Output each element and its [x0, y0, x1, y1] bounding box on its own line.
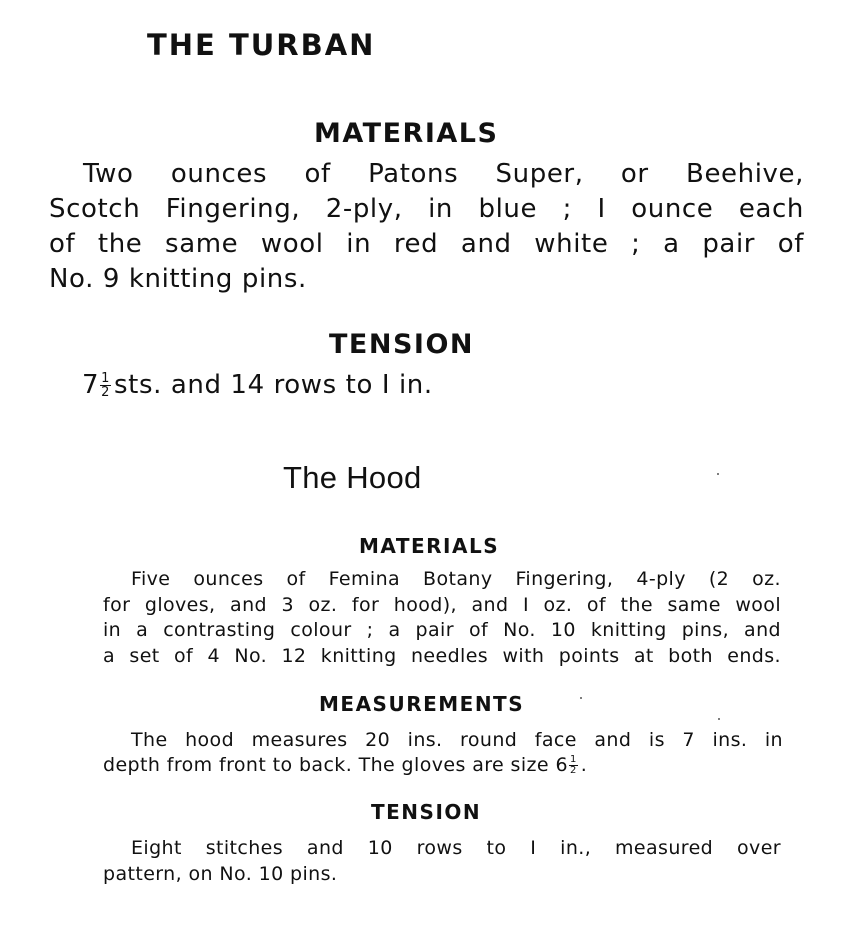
hood-measurements-end: .: [580, 754, 588, 776]
turban-tension-heading: TENSION: [329, 329, 474, 360]
hood-materials-line-2: for gloves, and 3 oz. for hood), and I oz. of the same wool: [103, 594, 781, 616]
hood-title: The Hood: [283, 460, 422, 495]
hood-measurements-text: depth from front to back. The gloves are size 6: [103, 754, 568, 776]
hood-materials-heading: MATERIALS: [359, 534, 500, 558]
turban-materials-line-2: Scotch Fingering, 2-ply, in blue ; I ounce each: [49, 194, 804, 224]
hood-tension-heading: TENSION: [371, 800, 482, 824]
turban-materials-line-3: of the same wool in red and white ; a pair of: [49, 229, 804, 259]
hood-materials-line-3: in a contrasting colour ; a pair of No. 10 knitting pins, and: [103, 619, 781, 641]
hood-measurements-line-1: The hood measures 20 ins. round face and is 7 ins. in: [131, 729, 783, 751]
hood-materials-line-4: a set of 4 No. 12 knitting needles with points at both ends.: [103, 645, 781, 667]
print-speck: [718, 718, 720, 720]
turban-tension-line: [82, 368, 433, 402]
turban-materials-line-1: Two ounces of Patons Super, or Beehive,: [83, 159, 804, 189]
hood-measurements-line-2: [103, 753, 587, 779]
turban-materials-line-4: No. 9 knitting pins.: [49, 264, 307, 294]
fraction-half: $\frac{1}{2}$: [101, 371, 111, 400]
turban-tension-whole: 7: [82, 370, 100, 400]
hood-tension-line-1: Eight stitches and 10 rows to I in., measured over: [131, 837, 781, 859]
print-speck: [580, 697, 582, 699]
hood-materials-line-1: Five ounces of Femina Botany Fingering, 4-ply (2 oz.: [131, 568, 781, 590]
hood-measurements-heading: MEASUREMENTS: [319, 692, 525, 716]
hood-tension-line-2: pattern, on No. 10 pins.: [103, 863, 338, 885]
page-title: THE TURBAN: [147, 28, 376, 62]
print-speck: [717, 473, 719, 475]
turban-materials-heading: MATERIALS: [314, 118, 499, 149]
fraction-half: $\frac{1}{2}$: [569, 754, 577, 776]
turban-tension-text: sts. and 14 rows to I in.: [114, 370, 433, 400]
